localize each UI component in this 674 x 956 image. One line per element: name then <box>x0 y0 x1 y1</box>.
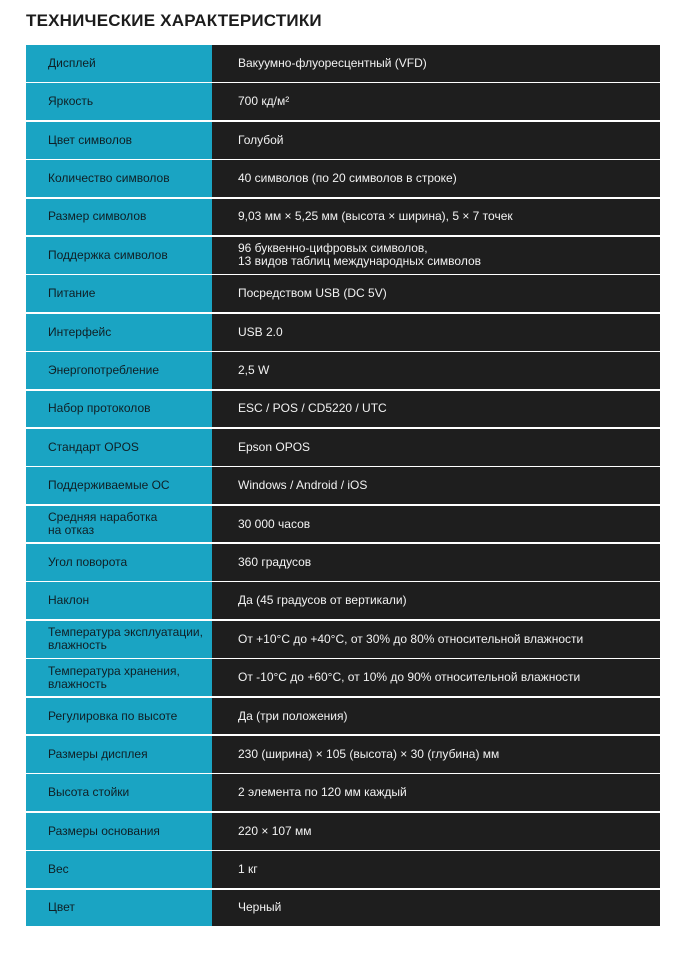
spec-label: Набор протоколов <box>48 401 151 416</box>
spec-value-cell <box>212 506 660 543</box>
spec-label: Питание <box>48 286 96 301</box>
spec-label-cell <box>26 275 212 312</box>
spec-row <box>26 506 660 543</box>
spec-label: Количество символов <box>48 171 170 186</box>
spec-value-cell <box>212 122 660 159</box>
spec-value: 2,5 W <box>238 363 270 378</box>
spec-row <box>26 122 660 159</box>
spec-label-cell <box>26 467 212 504</box>
spec-label: Яркость <box>48 94 94 109</box>
spec-value-cell <box>212 582 660 619</box>
spec-value-cell <box>212 813 660 850</box>
spec-row <box>26 621 660 658</box>
spec-value-cell <box>212 621 660 658</box>
spec-label: Регулировка по высоте <box>48 708 178 723</box>
spec-row <box>26 659 660 696</box>
spec-value-cell <box>212 391 660 428</box>
spec-label-cell <box>26 774 212 811</box>
spec-value: 2 элемента по 120 мм каждый <box>238 785 407 800</box>
spec-row <box>26 774 660 811</box>
spec-value: От +10°C до +40°C, от 30% до 80% относительной влажности <box>238 631 584 646</box>
spec-label-cell <box>26 45 212 82</box>
spec-label-cell <box>26 890 212 927</box>
spec-label: Температура хранения, влажность <box>48 663 180 691</box>
spec-label-cell <box>26 429 212 466</box>
spec-label-cell <box>26 813 212 850</box>
spec-label: Средняя наработка на отказ <box>48 510 158 538</box>
spec-value-cell <box>212 467 660 504</box>
spec-label-cell <box>26 506 212 543</box>
spec-row <box>26 698 660 735</box>
spec-value-cell <box>212 45 660 82</box>
spec-label-cell <box>26 736 212 773</box>
spec-label-cell <box>26 122 212 159</box>
spec-value: Windows / Android / iOS <box>238 478 368 493</box>
spec-row <box>26 275 660 312</box>
spec-label: Поддерживаемые ОС <box>48 478 170 493</box>
spec-label-cell <box>26 199 212 236</box>
spec-row <box>26 582 660 619</box>
spec-value: Голубой <box>238 132 284 147</box>
spec-value-cell <box>212 736 660 773</box>
spec-row <box>26 160 660 197</box>
spec-value: Черный <box>238 900 282 915</box>
spec-value: Epson OPOS <box>238 439 311 454</box>
spec-label-cell <box>26 314 212 351</box>
spec-value: Посредством USB (DC 5V) <box>238 286 387 301</box>
spec-row <box>26 237 660 274</box>
spec-label: Поддержка символов <box>48 247 168 262</box>
spec-label: Цвет символов <box>48 132 133 147</box>
spec-value-cell <box>212 352 660 389</box>
spec-row <box>26 199 660 236</box>
spec-value-cell <box>212 659 660 696</box>
spec-value: Да (три положения) <box>238 708 348 723</box>
spec-row <box>26 314 660 351</box>
spec-label: Энергопотребление <box>48 363 160 378</box>
spec-label: Интерфейс <box>48 324 112 339</box>
spec-value: От -10°C до +60°C, от 10% до 90% относительной влажности <box>238 670 581 685</box>
spec-value-cell <box>212 275 660 312</box>
spec-row <box>26 467 660 504</box>
spec-value: Да (45 градусов от вертикали) <box>238 593 407 608</box>
spec-label-cell <box>26 352 212 389</box>
spec-value: 360 градусов <box>238 554 312 569</box>
spec-table <box>26 45 660 926</box>
spec-row <box>26 45 660 82</box>
spec-value-cell <box>212 237 660 274</box>
spec-row <box>26 813 660 850</box>
spec-value-cell <box>212 774 660 811</box>
spec-label: Угол поворота <box>48 554 128 569</box>
spec-value: 220 × 107 мм <box>238 823 312 838</box>
spec-row <box>26 544 660 581</box>
page-title: ТЕХНИЧЕСКИЕ ХАРАКТЕРИСТИКИ <box>26 11 322 30</box>
spec-value-cell <box>212 851 660 888</box>
spec-row <box>26 83 660 120</box>
spec-value-cell <box>212 199 660 236</box>
spec-label-cell <box>26 391 212 428</box>
spec-row <box>26 851 660 888</box>
spec-label-cell <box>26 544 212 581</box>
spec-label-cell <box>26 851 212 888</box>
spec-label: Наклон <box>48 593 90 608</box>
spec-value: 40 символов (по 20 символов в строке) <box>238 171 457 186</box>
spec-label-cell <box>26 83 212 120</box>
spec-row <box>26 736 660 773</box>
spec-label-cell <box>26 698 212 735</box>
spec-row <box>26 429 660 466</box>
spec-value: 700 кд/м² <box>238 94 290 109</box>
spec-value-cell <box>212 544 660 581</box>
spec-value: 230 (ширина) × 105 (высота) × 30 (глубина) мм <box>238 746 500 761</box>
spec-row <box>26 890 660 927</box>
spec-value: ESC / POS / CD5220 / UTC <box>238 401 387 416</box>
spec-label-cell <box>26 582 212 619</box>
spec-label: Вес <box>48 862 69 877</box>
spec-label-cell <box>26 237 212 274</box>
spec-label: Дисплей <box>48 55 96 70</box>
spec-label-cell <box>26 160 212 197</box>
spec-value-cell <box>212 890 660 927</box>
spec-value: 9,03 мм × 5,25 мм (высота × ширина), 5 × 7 точек <box>238 209 513 224</box>
spec-value: USB 2.0 <box>238 324 283 339</box>
spec-label-cell <box>26 621 212 658</box>
spec-value-cell <box>212 314 660 351</box>
spec-value: 96 буквенно-цифровых символов, 13 видов таблиц международных символов <box>238 241 482 269</box>
spec-row <box>26 391 660 428</box>
spec-row <box>26 352 660 389</box>
spec-label: Размеры дисплея <box>48 746 148 761</box>
spec-value-cell <box>212 429 660 466</box>
spec-label-cell <box>26 659 212 696</box>
spec-value-cell <box>212 160 660 197</box>
spec-label: Размер символов <box>48 209 147 224</box>
spec-value: 1 кг <box>238 862 258 877</box>
spec-label: Цвет <box>48 900 75 915</box>
spec-value-cell <box>212 698 660 735</box>
spec-value: 30 000 часов <box>238 516 311 531</box>
spec-value-cell <box>212 83 660 120</box>
spec-label: Стандарт OPOS <box>48 439 139 454</box>
spec-label: Температура эксплуатации, влажность <box>48 625 203 653</box>
spec-value: Вакуумно-флуоресцентный (VFD) <box>238 55 427 70</box>
spec-label: Высота стойки <box>48 785 130 800</box>
spec-label: Размеры основания <box>48 823 160 838</box>
